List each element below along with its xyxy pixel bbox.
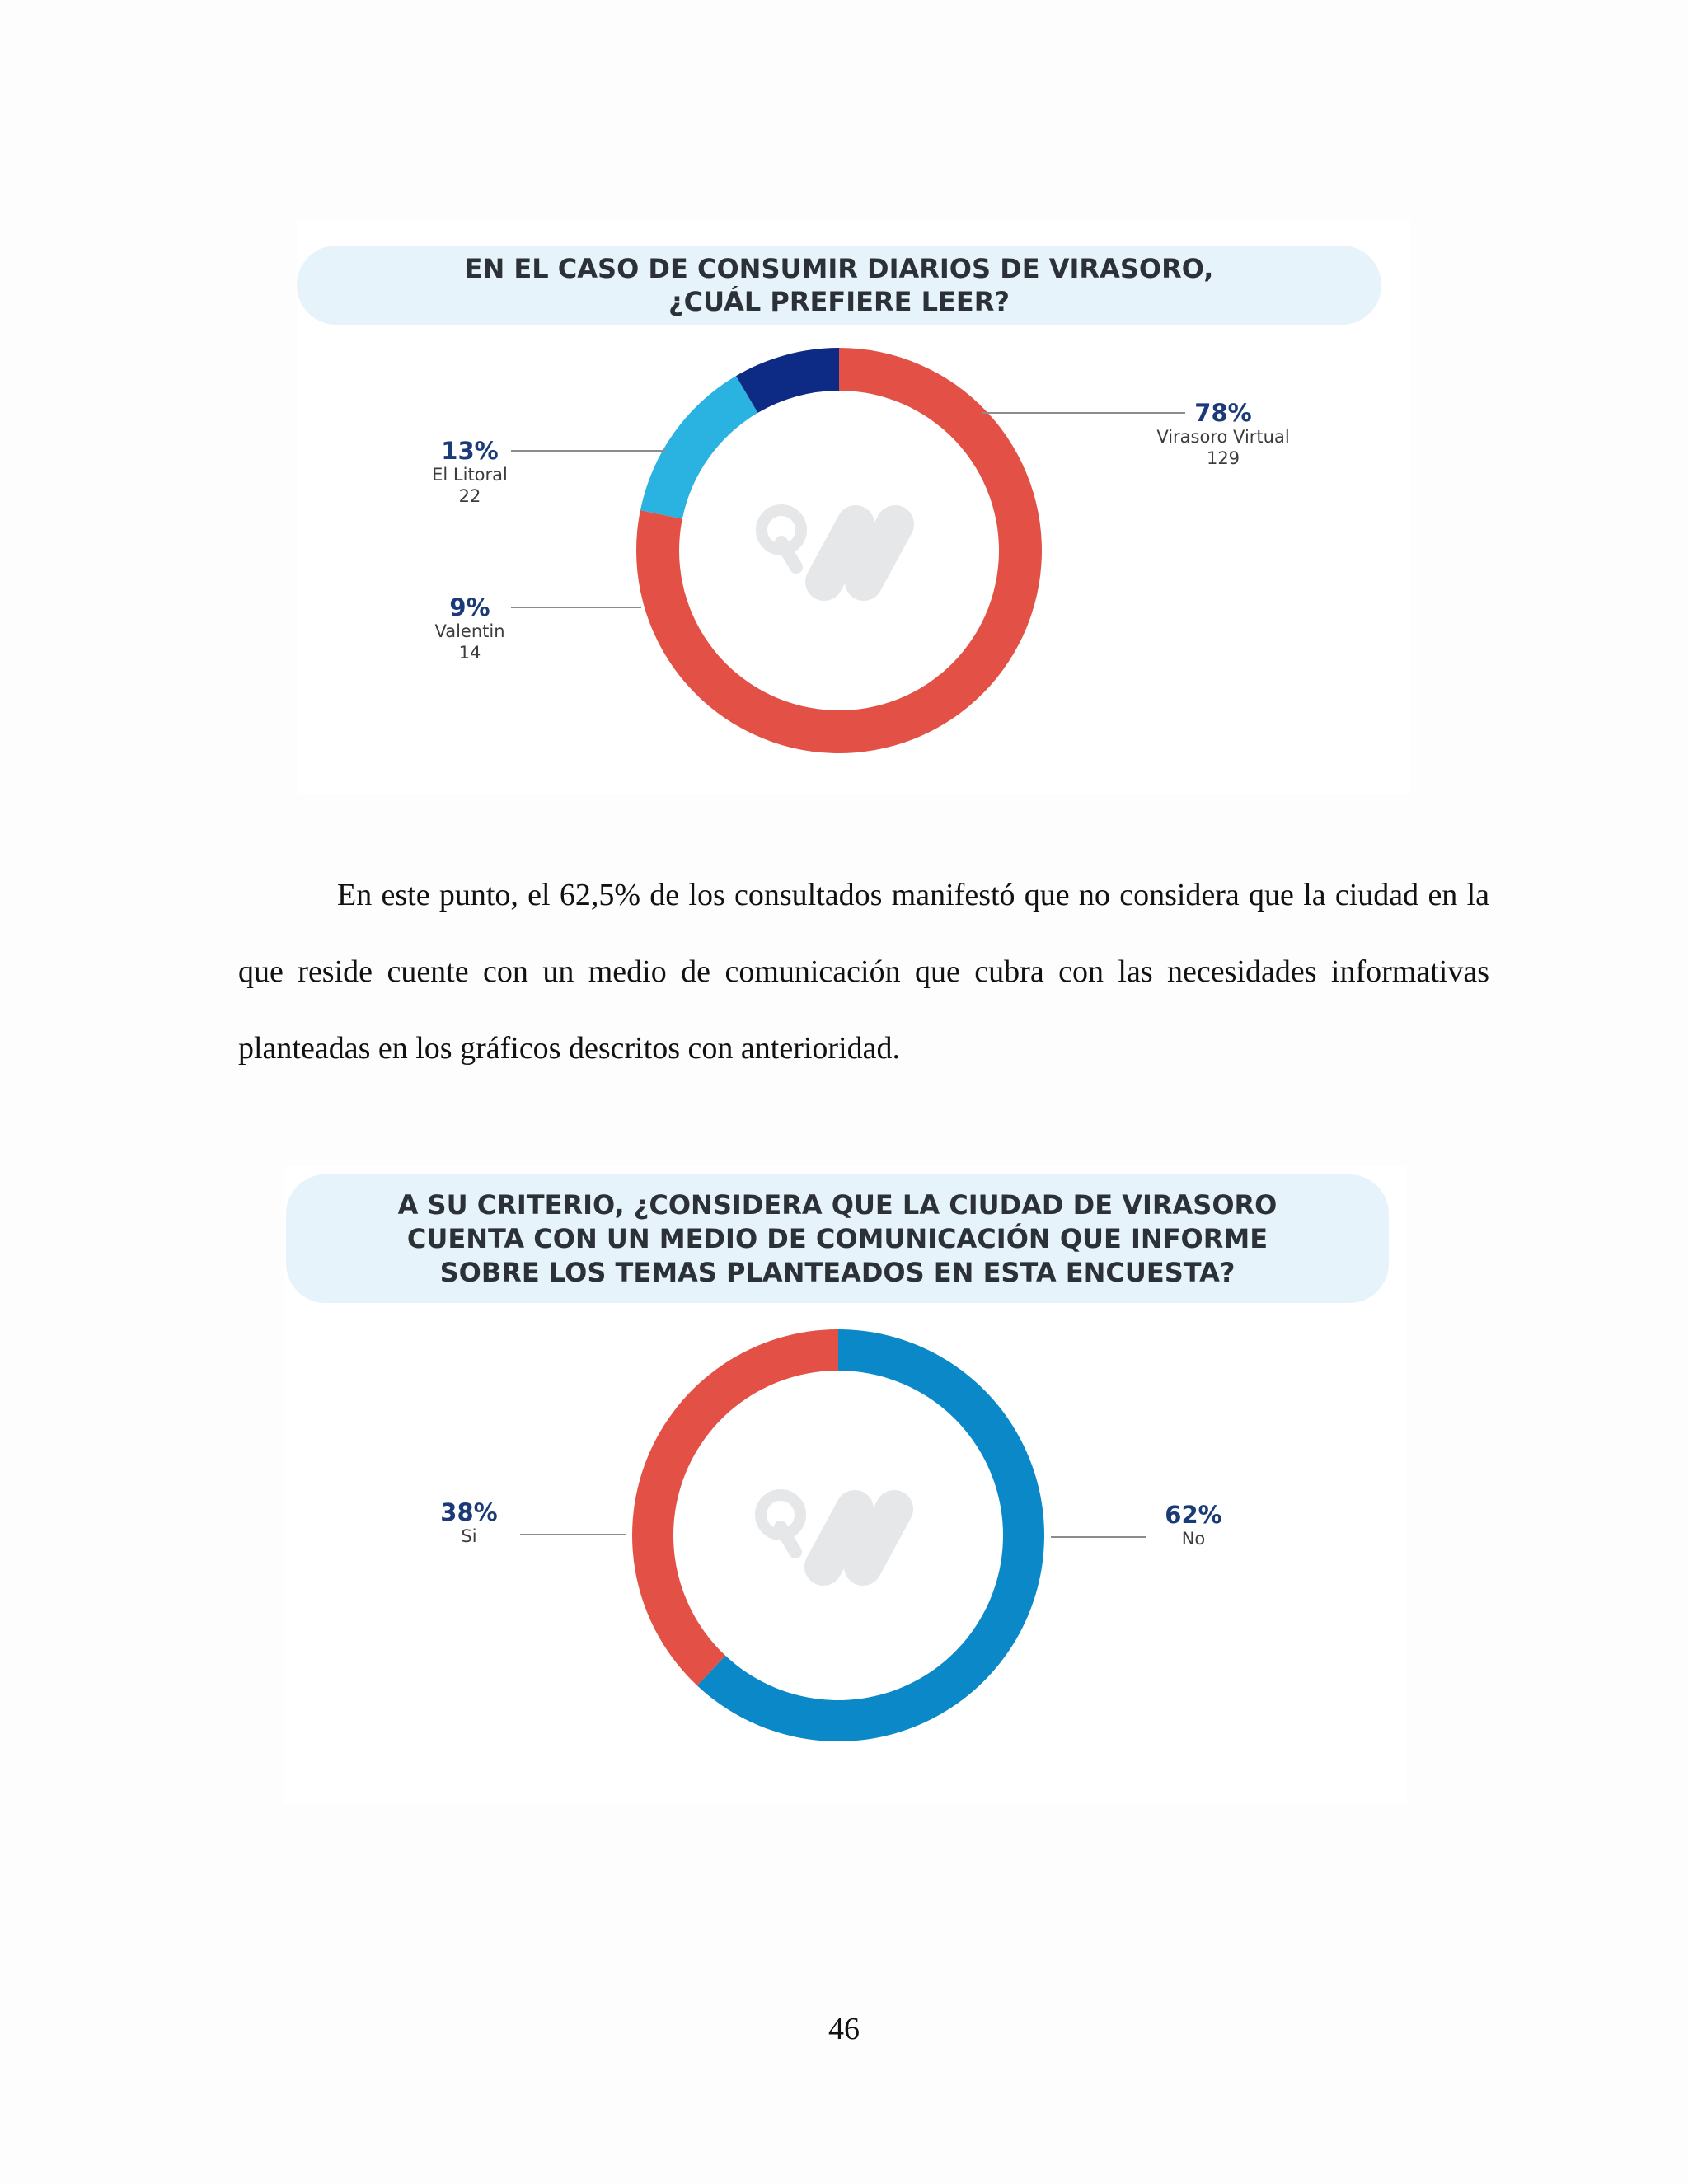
category-label: Valentin: [434, 621, 505, 641]
label-no: [1165, 1501, 1221, 1549]
chart-figure-medio: [284, 1166, 1407, 1805]
count-label: 129: [1206, 448, 1240, 468]
percent-label: 13%: [441, 437, 499, 465]
percent-label: 38%: [440, 1498, 498, 1526]
slice-el-litoral: [640, 376, 758, 518]
slice-si: [632, 1329, 838, 1685]
percent-label: 78%: [1194, 399, 1252, 427]
label-valentin: [434, 593, 504, 663]
chart-title: A SU CRITERIO, ¿CONSIDERA QUE LA CIUDAD DE VIRASORO CUENTA CON UN MEDIO DE COMUNICACIÓN QUE INFORME SOBRE LOS TEMAS PLANTEADOS EN ESTA ENCUESTA?: [286, 1174, 1389, 1303]
count-label: 22: [458, 486, 481, 506]
label-el-litoral: [432, 437, 508, 506]
donut-chart-diarios: [297, 221, 1411, 794]
percent-label: 9%: [449, 593, 490, 621]
label-virasoro-virtual: [1156, 399, 1289, 468]
chart-figure-diarios: [297, 221, 1411, 794]
logo-icon: [762, 510, 895, 582]
category-label: Virasoro Virtual: [1156, 427, 1290, 447]
logo-icon: [761, 1495, 894, 1567]
label-si: [440, 1498, 497, 1546]
count-label: 14: [458, 643, 481, 663]
percent-label: 62%: [1165, 1501, 1222, 1529]
body-paragraph: En este punto, el 62,5% de los consultados manifestó que no considera que la ciudad en la que reside cuente con un medio de comunicación que cubra con las necesidades informativas planteadas en los gráficos descritos con anterioridad.: [238, 878, 1489, 1066]
category-label: Si: [461, 1526, 477, 1546]
category-label: No: [1181, 1529, 1206, 1549]
chart-title: EN EL CASO DE CONSUMIR DIARIOS DE VIRASORO, ¿CUÁL PREFIERE LEER?: [297, 246, 1381, 325]
category-label: El Litoral: [432, 465, 508, 485]
page-number: 46: [828, 2012, 860, 2046]
donut-chart-medio: [284, 1166, 1407, 1805]
